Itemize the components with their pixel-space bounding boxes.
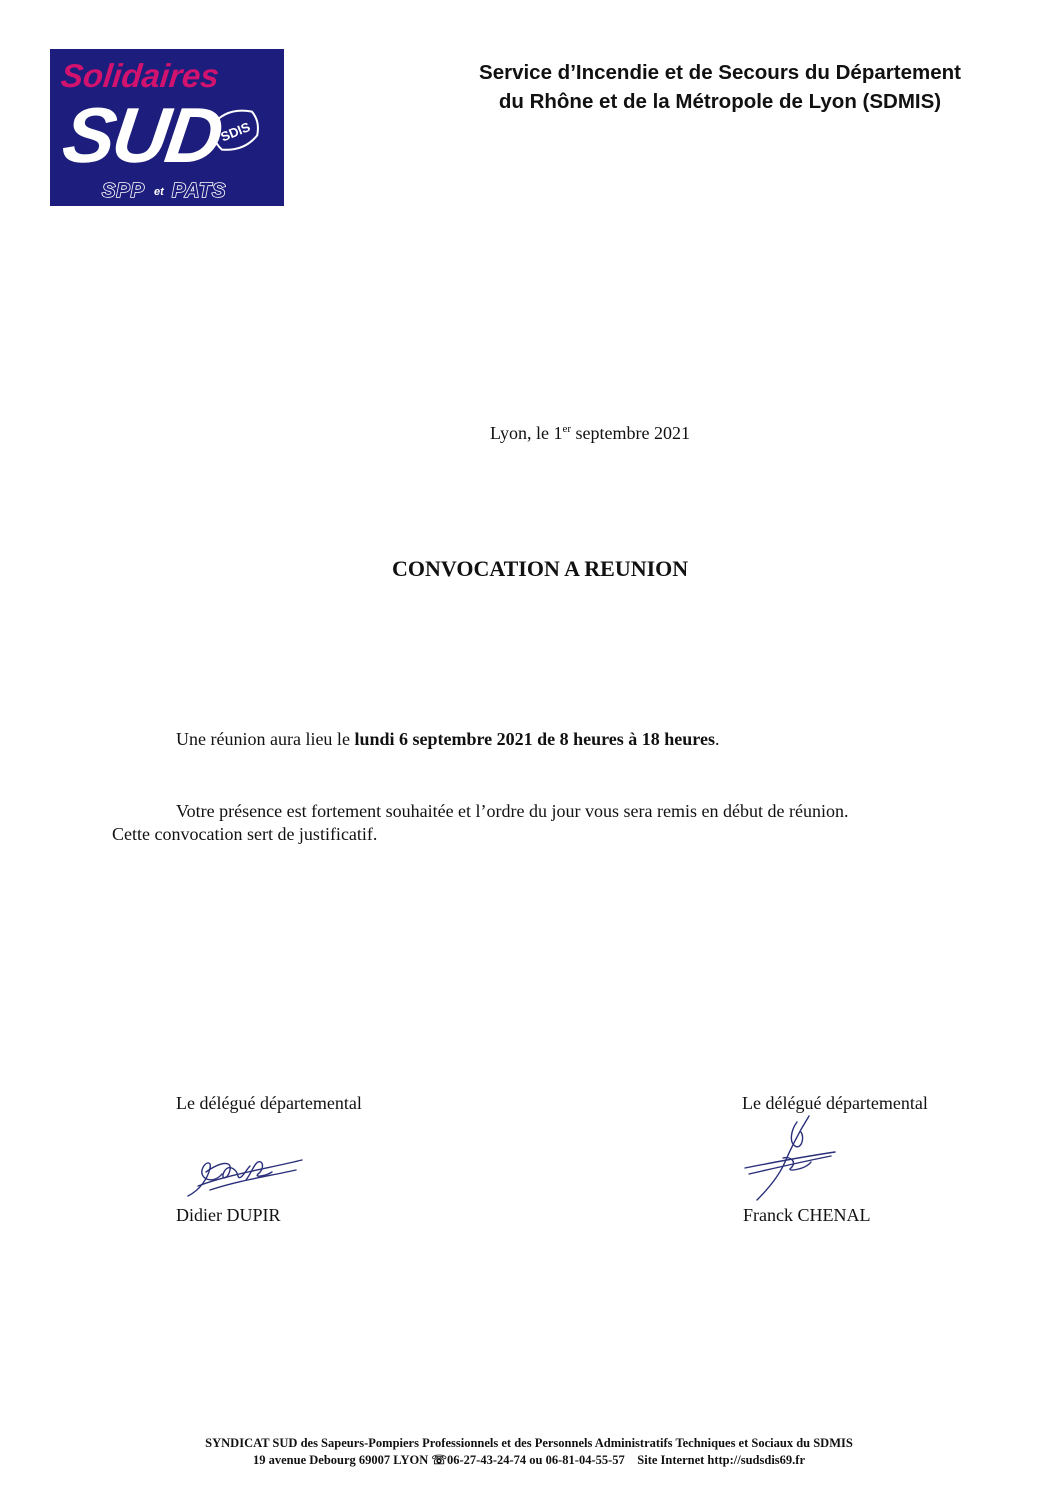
meeting-date-time: lundi 6 septembre 2021 de 8 heures à 18 heures <box>354 729 715 749</box>
date-prefix: Lyon, le 1 <box>490 423 563 443</box>
org-line-2: du Rhône et de la Métropole de Lyon (SDMIS) <box>498 90 942 113</box>
organization-header <box>400 58 1040 116</box>
signatory-left-role: Le délégué départemental <box>176 1093 362 1113</box>
union-logo <box>50 49 284 206</box>
svg-text:PATS: PATS <box>172 180 227 202</box>
presence-paragraph-line-1: Votre présence est fortement souhaitée et l’ordre du jour vous sera remis en début de réunion. <box>176 801 849 821</box>
sud-logo-graphic <box>50 49 284 206</box>
phone-icon: ☏ <box>431 1453 448 1467</box>
svg-text:Solidaires: Solidaires <box>59 58 221 95</box>
footer-line-1: SYNDICAT SUD des Sapeurs-Pompiers Professionnels et des Personnels Administratifs Techniques et Sociaux du SDMIS <box>205 1436 853 1450</box>
signature-left-image <box>180 1150 310 1202</box>
meeting-paragraph <box>176 729 719 750</box>
signatory-right-role: Le délégué départemental <box>742 1093 928 1113</box>
meeting-period: . <box>714 729 720 749</box>
footer <box>0 1435 1058 1469</box>
svg-text:et: et <box>154 186 164 198</box>
letter-date <box>490 423 690 444</box>
date-suffix: septembre 2021 <box>571 423 691 443</box>
signatory-left-name: Didier DUPIR <box>176 1205 281 1225</box>
footer-line-2 <box>0 1452 1058 1469</box>
signature-right-image <box>735 1112 845 1204</box>
svg-text:SPP: SPP <box>102 180 146 202</box>
document-title: CONVOCATION A REUNION <box>392 556 689 581</box>
svg-text:SDIS: SDIS <box>218 119 253 145</box>
footer-phones: 06-27-43-24-74 ou 06-81-04-55-57 <box>447 1453 625 1467</box>
footer-address: 19 avenue Debourg 69007 LYON <box>253 1453 432 1467</box>
date-superscript: er <box>562 423 572 435</box>
svg-text:SUD: SUD <box>57 91 226 179</box>
signatory-right-name: Franck CHENAL <box>743 1205 871 1225</box>
footer-website: Site Internet http://sudsdis69.fr <box>637 1453 805 1467</box>
presence-paragraph-line-2: Cette convocation sert de justificatif. <box>112 824 378 844</box>
org-line-1: Service d’Incendie et de Secours du Département <box>479 61 961 84</box>
meeting-text: Une réunion aura lieu le <box>176 729 355 749</box>
